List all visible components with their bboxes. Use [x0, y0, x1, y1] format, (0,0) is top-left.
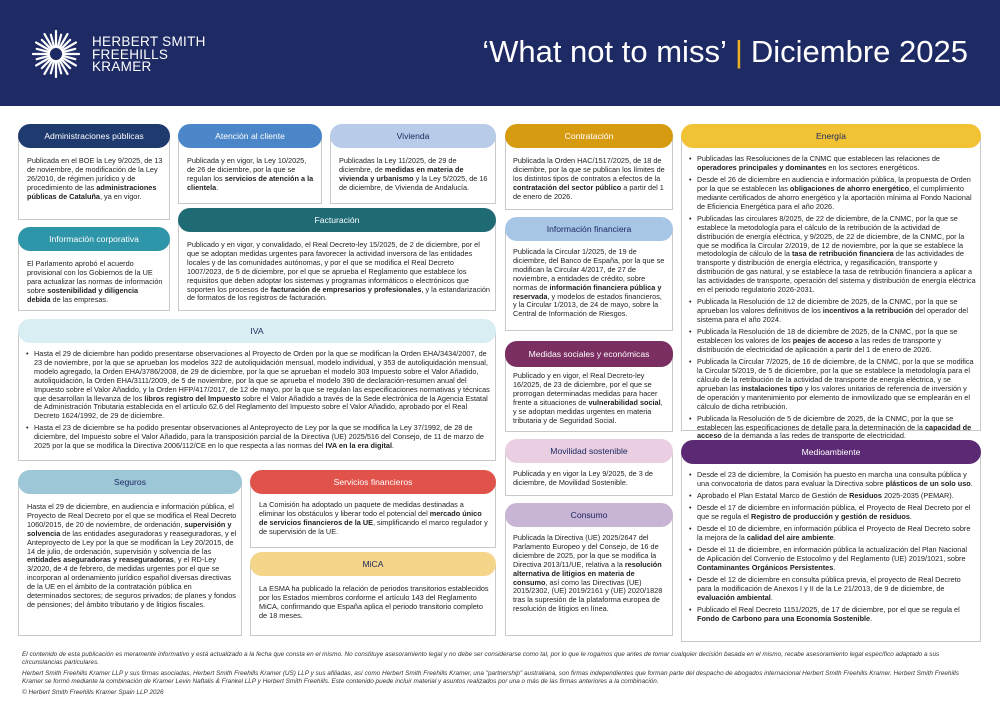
body-text: y la Ley 5/2025, de 16 de diciembre, de Vivienda de Andalucía. — [339, 173, 488, 192]
body-text: a partir del 1 de enero de 2026. — [513, 182, 664, 201]
body-text: , el cumplimiento mediante certificados de ahorro energético y la aportación mínima al Fondo Nacional de Eficiencia Energética para el año 2026. — [697, 183, 972, 211]
body-text: . — [909, 512, 912, 521]
footer-disclaimer: El contenido de esta publicación es meramente informativo y está actualizado a la fecha que consta en el mismo. No constituye asesoramiento legal y no debe ser considerarse como tal, por lo que le rogamos que antes de tomar cualquier decisión basada en el mismo, recabe asesoramiento legal específico adaptado a sus circunstancias particulares. — [22, 651, 940, 666]
title-left: ‘What not to miss’ — [482, 34, 727, 69]
body-text: de la demanda a las redes de transporte de electricidad. — [721, 431, 906, 441]
body-text: Desde el 10 de diciembre, en información pública el Proyecto de Real Decreto sobre la mejora de la — [697, 524, 971, 542]
list-item — [689, 215, 976, 295]
highlight-text: servicios de atención a la clientela — [187, 173, 314, 192]
highlight-text: calidad del aire ambiente — [746, 533, 834, 542]
body-text: Publicado y en vigor, el Real Decreto-ley 16/2025, de 23 de diciembre, por el que se prorrogan determinadas medidas para hacer frente a situaciones de — [513, 371, 658, 407]
list-item — [689, 492, 976, 501]
contratacion-header: Contratación — [505, 124, 673, 148]
corporativa-header: Información corporativa — [18, 227, 170, 251]
vivienda-text — [339, 157, 489, 193]
highlight-text: administraciones públicas de Cataluña — [27, 182, 157, 201]
highlight-text: facturación de empresarios y profesionales — [270, 284, 422, 294]
body-text: de las entidades aseguradoras y reaseguradoras, y el Anteproyecto de Ley por la que se modifican la Ley 20/2015, de 14 de julio, de ordenación, supervisión y solvencia de las — [27, 528, 237, 556]
body-text: Publicadas la Ley 11/2025, de 29 de diciembre, de — [339, 156, 457, 174]
list-item — [26, 424, 491, 451]
footer — [22, 651, 978, 700]
seguros-card — [18, 482, 242, 636]
highlight-text: incentivos a la retribución — [822, 306, 914, 316]
body-text: en los sectores energéticos. — [826, 162, 920, 172]
body-text: y los valores unitarios de referencia de inversión y de operación y mantenimiento por elemento de inmovilizado que se emplearán en el cálculo de dicha retribución. — [697, 383, 970, 411]
brand-line: HERBERT SMITH — [92, 34, 206, 49]
list-item — [689, 576, 976, 603]
body-text: . — [970, 478, 973, 488]
highlight-text: Contaminantes Orgánicos Persistentes — [697, 562, 834, 572]
body-text: de las actividades de transporte y distribución de energía eléctrica, y regasificación, transporte y distribución de gas natural, y se establece la tasa de retribución financiera a aplicar a las actividades de transporte, operación del sistema y distribución de energía eléctrica en el periodo regulatorio 2026-2031. — [697, 249, 976, 295]
list-item — [689, 358, 976, 411]
body-text: Publicadas las Resoluciones de la CNMC que establecen las relaciones de — [697, 154, 940, 163]
list-item — [689, 155, 976, 173]
body-text: Publicada la Resolución de 18 de diciembre de 2025, de la CNMC, por la que se establecen los valores de los — [697, 327, 958, 345]
administraciones-text — [27, 157, 163, 202]
body-text: , y el RD-Ley 3/2020, de 4 de febrero, de medidas urgentes por el que se incorporan al ordenamiento jurídico español diversas directivas de la UE en el ámbito de la contratación pública en determinados sectores; de seguros privados; de planes y fondos de pensiones; del ámbito tributario y de litigios fiscales. — [27, 555, 236, 609]
body-text: El Parlamento aprobó el acuerdo provisional con los Gobiernos de la UE para actualizar las normas de información sobre — [27, 259, 163, 295]
highlight-text: obligaciones de ahorro energético — [789, 183, 910, 193]
facturacion-text — [187, 241, 490, 303]
iva-header: IVA — [18, 319, 496, 343]
body-text: , simplificando el marco regulador y de supervisión de la UE. — [259, 517, 488, 536]
highlight-text: supervisión y solvencia — [27, 519, 232, 538]
financiera-header: Información financiera — [505, 217, 673, 241]
atencion-header: Atención al cliente — [178, 124, 322, 148]
body-text: Publicada la Orden HAC/1517/2025, de 18 de diciembre, por la que se publican los límites de los distintos tipos de contratos a efectos de la — [513, 156, 665, 183]
brand-line: KRAMER — [92, 59, 152, 74]
highlight-text: Fondo de Carbono para una Economía Sostenible — [697, 613, 871, 623]
contratacion-text — [513, 157, 667, 202]
body-text: . — [870, 613, 873, 623]
body-text: sobre el Valor Añadido a través de la Sede electrónica de la Agencia Estatal de Administración Tributaria establecida en el artículo 62.6 del Reglamento del Impuesto sobre el Valor Añadido, aprobado por el Real Decreto 1624/1992, de 29 de diciembre. — [34, 393, 488, 421]
administraciones-card — [18, 136, 170, 220]
energia-card — [681, 136, 981, 441]
highlight-text: sostenibilidad y diligencia debida — [27, 285, 139, 304]
body-text: Publicada la Circular 1/2025, de 19 de diciembre, del Banco de España, por la que se modifican la Circular 4/2017, de 27 de noviembre, a entidades de crédito, sobre normas de — [513, 247, 665, 292]
list-item — [689, 328, 976, 355]
body-text: Publicada y en vigor, la Ley 10/2025, de 26 de diciembre, por la que se regulan los — [187, 156, 307, 183]
list-item — [689, 298, 976, 325]
energia-header: Energía — [681, 124, 981, 148]
facturacion-header: Facturación — [178, 208, 496, 232]
highlight-text: tasa de retribución financiera — [791, 249, 894, 259]
body-text: del operador del sistema para el año 2024. — [697, 306, 968, 324]
list-item — [689, 606, 976, 624]
body-text: Aprobado el Plan Estatal Marco de Gestión de — [697, 491, 850, 500]
mica-text — [259, 585, 491, 621]
body-text: . — [770, 592, 773, 602]
corporativa-text — [27, 260, 163, 305]
highlight-text: libros registro del Impuesto — [144, 393, 241, 403]
movilidad-header: Movilidad sostenible — [505, 439, 673, 463]
energia-list — [689, 155, 976, 445]
highlight-text: evaluación ambiental — [697, 592, 771, 602]
medidas-text — [513, 372, 667, 425]
footer-firm-note: Herbert Smith Freehills Kramer LLP y sus firmas asociadas, Herbert Smith Freehills Kramer (US) LLP y sus afiliadas, así como Herbert Smith Freehills Kramer, una "partnership" australiana, son firmas independientes que forman parte del despacho de abogados internacional Herbert Smith Freehills Kramer. Herbert Smith Freehills Kramer se formó mediante la combinación de Kramer Levin Naftalis & Frankel LLP y Herbert Smith Freehills. Este contenido puede incluir material y asuntos realizados por una o más de las firmas anteriores a la combinación. — [22, 670, 959, 685]
body-text: , y se adoptan medidas urgentes en materia tributaria y de Seguridad Social. — [513, 397, 663, 425]
vivienda-header: Vivienda — [330, 124, 496, 148]
atencion-text — [187, 157, 315, 193]
iva-card — [18, 331, 496, 461]
header-banner — [0, 0, 1000, 106]
highlight-text: IVA en la era digital — [325, 441, 393, 451]
body-text: , y modelos de estados financieros, y la Circular 1/2013, de 24 de mayo, sobre la Central de Información de Riesgos. — [513, 291, 662, 319]
body-text: 2025-2035 (PEMAR). — [881, 491, 954, 500]
medioambiente-header: Medioambiente — [681, 440, 981, 464]
body-text: Publicada la Directiva (UE) 2025/2647 del Parlamento Europeo y del Consejo, de 16 de diciembre de 2025, por la que se modifica la Directiva 2013/11/UE, relativa a la — [513, 533, 659, 569]
highlight-text: plásticos de un solo uso — [885, 478, 971, 488]
body-text: Publicada la Resolución de 5 de diciembre de 2025, de la CNMC, por la que se establecen las especificaciones de detalle para la determinación de la — [697, 413, 954, 432]
body-text: , y la estandarización de formatos de los registros de facturación. — [187, 284, 490, 303]
seguros-text — [27, 503, 237, 610]
body-text: Desde el 23 de diciembre, la Comisión ha puesto en marcha una consulta pública y una convocatoria de datos para evaluar la Directiva sobre — [697, 470, 967, 488]
medioambiente-list — [689, 471, 976, 627]
administraciones-header: Administraciones públicas — [18, 124, 170, 148]
body-text: Hasta el 29 de diciembre han podido presentarse observaciones al Proyecto de Orden por la que se modifican la Orden EHA/3434/2007, de 23 de noviembre, por la que se aprueban los modelos 322 de autoliquidación mensual, modelo individual, y 353 de autoliquidación mensual, modelo agregado, la Orden EHA/3786/2008, de 29 de diciembre, por la que se aprueban el modelo 303 Impuesto sobre el Valor Añadido, autoliquidación, la Orden EHA/3111/2009, de 5 de noviembre, por la que se aprueba el modelo 390 de declaración-resumen anual del Impuesto sobre el Valor Añadido, y la Orden HFP/417/2017, de 12 de mayo, por la que se regulan las especificaciones normativas y técnicas que desarrollan la llevanza de los — [34, 349, 490, 403]
list-item — [689, 525, 976, 543]
list-item — [689, 504, 976, 522]
highlight-text: Registro de producción y gestión de residuos — [750, 512, 910, 521]
sunburst-logo-icon — [32, 30, 80, 78]
mica-header: MiCA — [250, 552, 496, 576]
highlight-text: entidades aseguradoras y reaseguradoras — [27, 555, 174, 565]
financiera-text — [513, 248, 667, 319]
facturacion-card — [178, 220, 496, 311]
body-text: a las redes de transporte y distribución de electricidad de aplicación a partir del 1 de enero de 2026. — [697, 335, 942, 354]
body-text: Desde el 11 de diciembre, en información pública la actualización del Plan Nacional de Aplicación del Convenio de Estocolmo y del Reglamento (UE) 2019/1021, sobre — [697, 545, 968, 563]
list-item — [689, 415, 976, 442]
consumo-card — [505, 515, 673, 636]
servicios-header: Servicios financieros — [250, 470, 496, 494]
body-text: , ya en vigor. — [100, 191, 142, 201]
list-item — [689, 471, 976, 489]
title-right: Diciembre 2025 — [750, 34, 968, 69]
medidas-header: Medidas sociales y económicas — [505, 341, 673, 367]
title-separator: | — [734, 34, 743, 69]
body-text: . — [392, 441, 395, 451]
financiera-card — [505, 229, 673, 331]
body-text: La ESMA ha publicado la relación de periodos transitorios establecidos por los Estados miembros conforme el artículo 143 del Reglamento MiCA, confirmando que España aplica el periodo transitorio completo de 18 meses. — [259, 584, 489, 620]
highlight-text: Residuos — [849, 491, 882, 500]
body-text: Publicado y en vigor, y convalidado, el Real Decreto-ley 15/2025, de 2 de diciembre, por el que se adoptan medidas urgentes para favorecer la actividad inversora de las entidades locales y de las comunidades autónomas, y por el que se modifica el Real Decreto 1007/2023, de 5 de diciembre, por el que se aprueba el Reglamento que establece los requisitos que deben adoptar los sistemas y programas informáticos o electrónicos que soporten los procesos de — [187, 240, 480, 294]
servicios-text — [259, 501, 491, 537]
body-text: . — [833, 562, 836, 572]
body-text: Publicadas las circulares 8/2025, de 22 de diciembre, de la CNMC, por la que se establece la metodología para el cálculo de la retribución de la actividad de distribución de energía eléctrica, y 9/2025, de 22 de diciembre, de la CNMC, por la que se modifica la Circular 2/2019, de 12 de noviembre, por la que se establece la metodología de cálculo de la — [697, 213, 965, 259]
footer-copyright: © Herbert Smith Freehills Kramer Spain LLP 2026 — [22, 689, 164, 696]
body-text: Publicada la Circular 7/2025, de 16 de diciembre, de la CNMC, por la que se modifica la Circular 5/2019, de 5 de diciembre, por la que se establece la metodología para el cálculo de la retribución de la actividad de transporte de energía eléctrica, y se aprueban las — [697, 356, 974, 393]
page-title — [482, 34, 968, 70]
list-item — [26, 350, 491, 421]
body-text: Desde el 17 de diciembre en información pública, el Proyecto de Real Decreto por el que se regula el — [697, 503, 971, 521]
consumo-header: Consumo — [505, 503, 673, 527]
body-text: Publicada la Resolución de 12 de diciembre de 2025, de la CNMC, por la que se aprueban los valores definitivos de los — [697, 297, 958, 316]
highlight-text: medidas en materia de vivienda y urbanismo — [339, 164, 464, 183]
brand-line: FREEHILLS — [92, 46, 169, 62]
highlight-text: vulnerabilidad social — [588, 397, 661, 407]
iva-list — [26, 350, 491, 454]
body-text: Hasta el 29 de diciembre, en audiencia e información pública, el Proyecto de Real Decreto por el que se modifica el Real Decreto 1060/2015, de 20 de noviembre, de ordenación, — [27, 502, 237, 529]
list-item — [689, 546, 976, 573]
highlight-text: operadores principales y dominantes — [697, 162, 827, 172]
body-text: de las empresas. — [50, 294, 109, 304]
highlight-text: mercado único de servicios financieros de la UE — [259, 508, 482, 527]
highlight-text: capacidad de acceso — [697, 422, 972, 441]
movilidad-text — [513, 470, 667, 488]
body-text: Desde el 26 de diciembre en audiencia e información pública, la propuesta de Orden por la que se establecen las — [697, 175, 971, 193]
body-text: . — [833, 533, 836, 542]
body-text: , así como las Directivas (UE) 2015/2302, (UE) 2019/2161 y (UE) 2020/1828 tras la supresión de la plataforma europea de resolución de litigios en línea. — [513, 577, 663, 614]
highlight-text: peajes de acceso — [792, 335, 853, 345]
list-item — [689, 176, 976, 212]
seguros-header: Seguros — [18, 470, 242, 494]
body-text: La Comisión ha adoptado un paquete de medidas destinadas a eliminar los obstáculos y liberar todo el potencial del — [259, 500, 464, 518]
highlight-text: información financiera pública y reservada — [513, 282, 662, 301]
body-text: Hasta el 23 de diciembre se ha podido presentar observaciones al Anteproyecto de Ley por la que se modifica la Ley 37/1992, de 28 de diciembre, del Impuesto sobre el Valor Añadido, para la transposición parcial de la Directiva (UE) 2025/516 del Consejo, de 11 de marzo de 2025 por la que se modifica la Directiva 2006/112/CE en lo que respecta a las normas del — [34, 423, 484, 451]
highlight-text: resolución alternativa de litigios en materia de consumo — [513, 559, 662, 587]
consumo-text — [513, 534, 667, 614]
highlight-text: instalaciones tipo — [741, 383, 803, 393]
brand-name — [92, 36, 206, 74]
body-text: Desde el 12 de diciembre en consulta pública previa, el proyecto de Real Decreto para la modificación de Anexos I y II de la Le 21/2013, de 9 de diciembre, de — [697, 575, 961, 593]
body-text: . — [216, 182, 219, 192]
medioambiente-card — [681, 452, 981, 642]
body-text: Publicada en el BOE la Ley 9/2025, de 13 de noviembre, de modificación de la Ley 26/2010, de régimen jurídico y de procedimiento de las — [27, 156, 163, 192]
highlight-text: contratación del sector público — [513, 182, 622, 192]
body-text: Publicada y en vigor la Ley 9/2025, de 3 de diciembre, de Movilidad Sostenible. — [513, 469, 653, 487]
body-text: Publicado el Real Decreto 1151/2025, de 17 de diciembre, por el que se regula el — [697, 604, 960, 614]
